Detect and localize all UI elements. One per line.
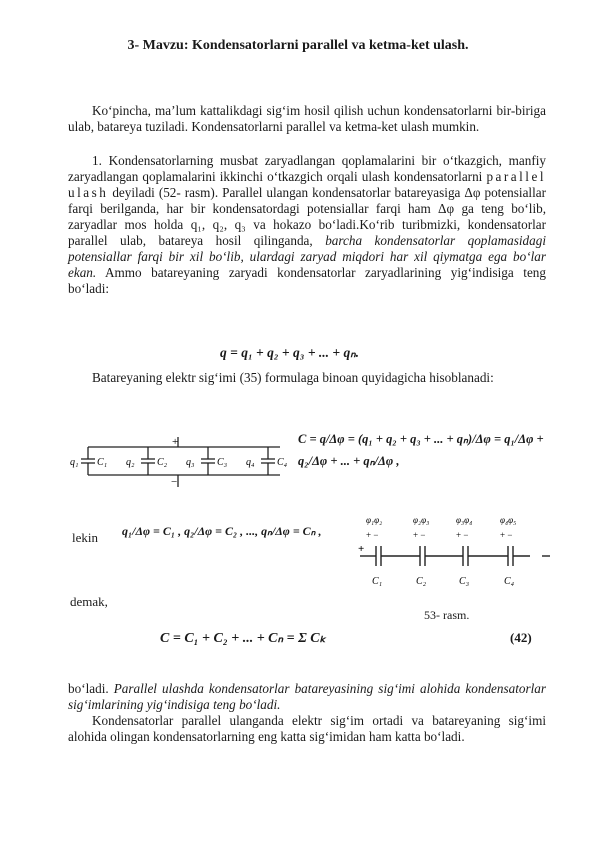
para4-italic: Parallel ulashda kondensatorlar batareyasining sig‘imi alohida kondensatorlar sig‘imlarining yig‘indisiga teng bo‘ladi. <box>68 681 547 712</box>
svg-text:−: − <box>171 476 178 488</box>
parallel-circuit-diagram <box>70 435 292 490</box>
para4-a: bo‘ladi. <box>68 681 114 696</box>
series-c-label: C₂ <box>416 576 427 587</box>
series-c-label: C₄ <box>504 576 515 587</box>
sum-equation: C = C₁ + C₂ + ... + Cₙ = Σ Cₖ <box>160 631 326 646</box>
circuit-label: C₃ <box>217 457 228 468</box>
para2-c: Ammo batareyaning zaryadi kondensatorlar zaryadlarining yig‘indisiga teng bo‘ladi: <box>68 265 546 296</box>
svg-text:+ −: + − <box>413 530 426 540</box>
para2-spaced: parallel ulash <box>68 169 546 200</box>
capacity-intro-paragraph <box>68 370 546 386</box>
svg-text:+: + <box>358 543 365 555</box>
charge-equation: q = q₁ + q₂ + q₃ + ... + qₙ. <box>220 345 359 360</box>
circuit-label: C₂ <box>157 457 168 468</box>
series-c-label: C₃ <box>459 576 470 587</box>
series-c-label: C₁ <box>372 576 383 587</box>
svg-text:+ −: + − <box>500 530 513 540</box>
figure-caption: 53- rasm. <box>424 608 470 622</box>
page-title: 3- Mavzu: Kondensatorlarni parallel va ketma-ket ulash. <box>127 38 469 53</box>
demak-word: demak, <box>70 594 108 609</box>
phi-label: φ₂φ₃ <box>413 515 430 525</box>
lekin-equation: q₁/Δφ = C₁ , q₂/Δφ = C₂ , ..., qₙ/Δφ = Cₙ , <box>122 524 322 538</box>
conclusion-paragraph <box>68 681 546 745</box>
circuit-label: q₄ <box>246 457 255 468</box>
circuit-label: q₁ <box>70 457 79 468</box>
phi-label: φ₄φ₅ <box>500 515 517 525</box>
para2-italic: barcha kondensatorlar qoplamasidagi potensiallar farqi bir xil bo‘lib, ulardagi zaryad miqdori har xil qiymatga ega bo‘lar ekan. <box>68 233 546 280</box>
svg-text:+ −: + − <box>456 530 469 540</box>
phi-label: φ₁φ₂ <box>366 515 383 525</box>
para3: Batareyaning elektr sig‘imi (35) formulaga binoan quyidagicha hisoblanadi: <box>92 370 494 385</box>
circuit-label: q₃ <box>186 457 195 468</box>
para5: Kondensatorlar parallel ulanganda elektr sig‘im ortadi va batareyaning sig‘imi alohida olingan kondensatorlarning eng katta sig‘imidan ham katta bo‘ladi. <box>68 713 546 744</box>
parallel-definition-paragraph <box>68 153 546 297</box>
para1: Ko‘pincha, ma’lum kattalikdagi sig‘im hosil qilish uchun kondensatorlarni bir-biriga ulab, batareya tuziladi. Kondensatorlarni parallel va ketma-ket ulash mumkin. <box>68 103 546 134</box>
svg-text:+: + <box>172 436 179 448</box>
svg-text:+ −: + − <box>366 530 379 540</box>
phi-label: φ₃φ₄ <box>456 515 473 525</box>
equation-number: (42) <box>510 630 532 645</box>
para2-b: deyiladi (52- rasm). Parallel ulangan kondensatorlar batareyasiga Δφ potensiallar farqi berilganda, har bir kondensatordagi potensiallar farqi ham Δφ ga teng bo‘lib, zaryadlar mos holda q₁, q₂, q₃ va hokazo bo‘ladi.Ko‘rib turibmizki, kondensatorlar parallel ulab, batareya hosil qilinganda, <box>68 185 546 248</box>
capacity-equation: C = q/Δφ = (q₁ + q₂ + q₃ + ... + qₙ)/Δφ = q₁/Δφ + q₂/Δφ + ... + qₙ/Δφ , <box>298 432 544 468</box>
circuit-label: C₁ <box>97 457 108 468</box>
circuit-label: C₄ <box>277 457 288 468</box>
series-circuit-diagram <box>358 512 558 592</box>
circuit-label: q₂ <box>126 457 135 468</box>
lekin-word: lekin <box>72 530 98 545</box>
para2-a: 1. Kondensatorlarning musbat zaryadlangan qoplamalarini bir o‘tkazgich, manfiy zaryadlangan qoplamalarini ikkinchi o‘tkazgich orqali ulash kondensatorlarni <box>68 153 546 184</box>
intro-paragraph <box>68 103 546 135</box>
